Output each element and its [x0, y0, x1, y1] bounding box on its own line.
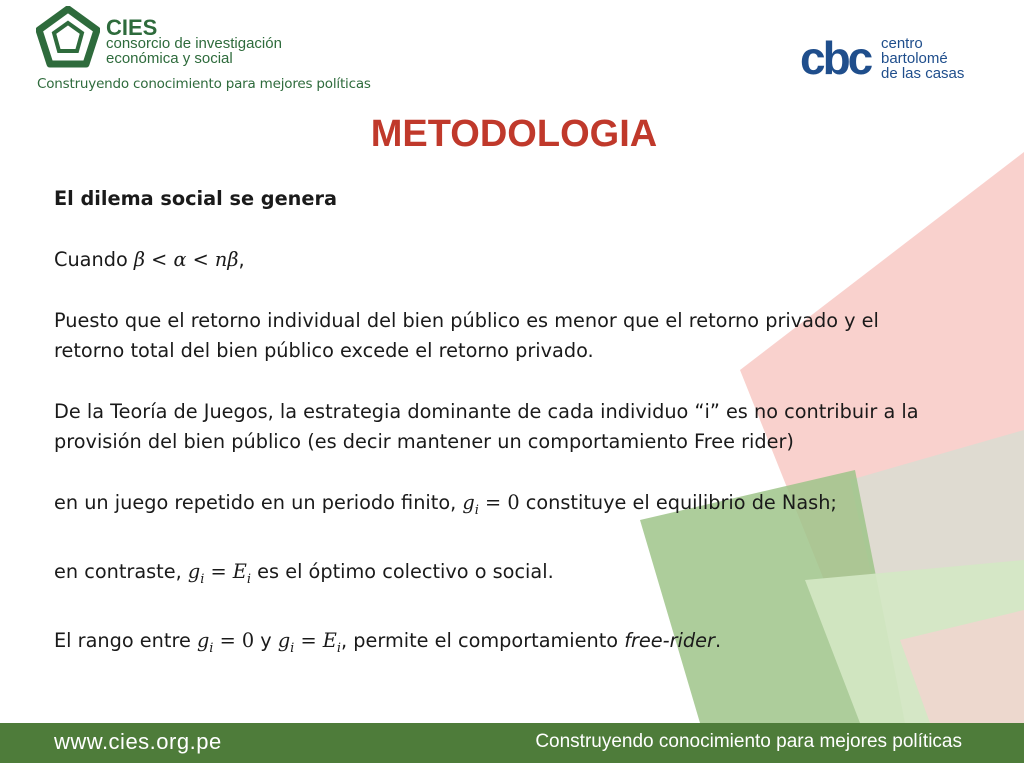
cies-header	[0, 0, 380, 122]
cies-name: CIES	[106, 15, 158, 40]
cuando-line: Cuando β < α < nβ,	[54, 248, 245, 271]
puesto-line-1: Puesto que el retorno individual del bien público es menor que el retorno privado y el	[54, 309, 879, 332]
slide-body	[54, 184, 994, 664]
slide-title: METODOLOGIA	[370, 113, 658, 155]
footer-url-link[interactable]: www.cies.org.pe	[54, 729, 222, 754]
cbc-line-1: centro	[881, 35, 923, 52]
cies-subtitle-1: consorcio de investigación	[106, 35, 282, 52]
footer-tagline: Construyendo conocimiento para mejores políticas	[535, 731, 962, 752]
puesto-line-2: retorno total del bien público excede el retorno privado.	[54, 339, 594, 362]
teoria-line-2: provisión del bien público (es decir mantener un comportamiento Free rider)	[54, 430, 794, 453]
contraste-line: en contraste, $g_i = E_i$ es el óptimo colectivo o social.	[54, 559, 554, 587]
teoria-line-1: De la Teoría de Juegos, la estrategia dominante de cada individuo “i” es no contribuir a la	[54, 400, 919, 423]
cbc-line-3: de las casas	[881, 65, 965, 82]
cbc-logo	[800, 30, 990, 90]
slide-heading: El dilema social se genera	[54, 187, 337, 210]
cbc-line-2: bartolomé	[881, 50, 948, 67]
cbc-mark-text: cbc	[800, 32, 871, 84]
cies-subtitle-2: económica y social	[106, 50, 233, 67]
cbc-logo-icon	[800, 30, 876, 90]
cies-tagline: Construyendo conocimiento para mejores políticas	[37, 76, 371, 92]
rango-line: El rango entre $g_i = 0$ y $g_i = E_i$, permite el comportamiento free-rider.	[54, 628, 722, 656]
cies-logo-icon	[36, 6, 100, 68]
footer-bar	[0, 723, 1024, 763]
juego-line: en un juego repetido en un periodo finito, $g_i = 0$ constituye el equilibrio de Nash;	[54, 491, 837, 518]
